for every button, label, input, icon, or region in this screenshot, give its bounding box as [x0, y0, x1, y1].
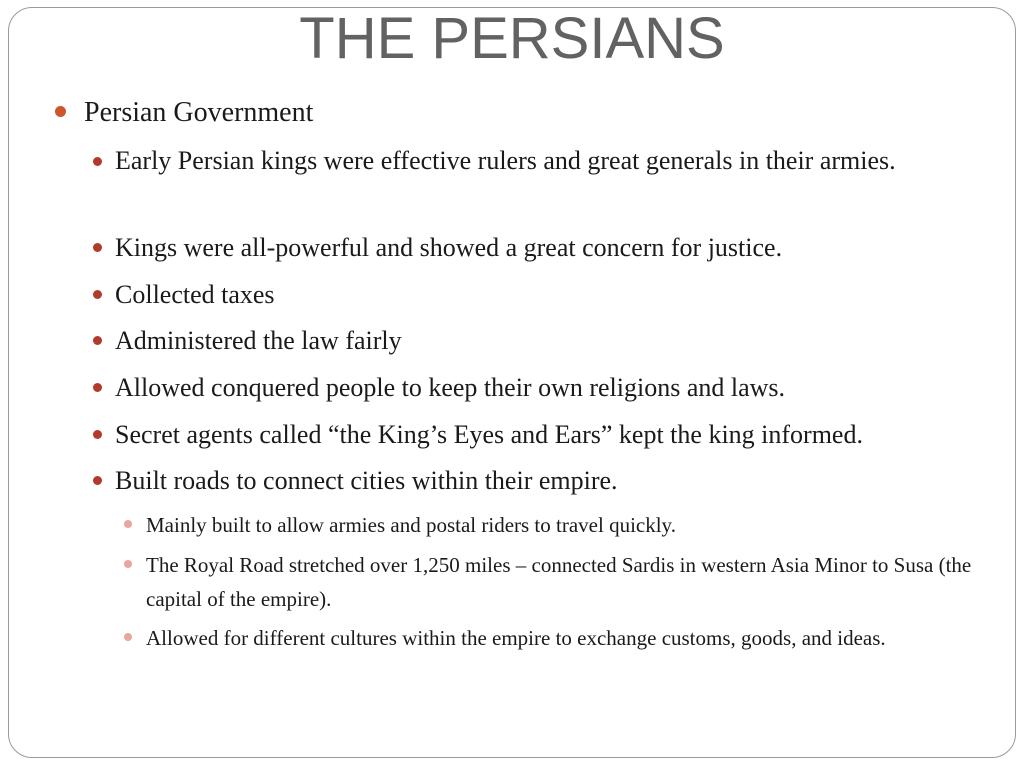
bullet-dot-icon — [93, 336, 102, 345]
bullet-point: Secret agents called “the King’s Eyes and Ears” kept the king informed. — [115, 420, 863, 449]
bullet-dot-icon — [93, 383, 102, 392]
bullet-point: Allowed conquered people to keep their own religions and laws. — [115, 373, 786, 402]
bullet-point: Built roads to connect cities within their empire. — [115, 466, 618, 495]
bullet-sub-point: The Royal Road stretched over 1,250 miles – connected Sardis in western Asia Minor to Susa (the capital of the empire). — [146, 553, 972, 611]
bullet-dot-icon — [124, 633, 132, 641]
bullet-point: Collected taxes — [115, 280, 275, 309]
bullet-sub-point: Mainly built to allow armies and postal riders to travel quickly. — [146, 513, 676, 537]
bullet-dot-icon — [124, 520, 132, 528]
bullet-level1-heading: Persian Government — [84, 97, 314, 128]
bullet-point: Kings were all-powerful and showed a great concern for justice. — [115, 233, 783, 262]
bullet-point: Administered the law fairly — [115, 326, 402, 355]
bullet-sub-point: Allowed for different cultures within the empire to exchange customs, goods, and ideas. — [146, 626, 886, 650]
bullet-dot-icon — [93, 243, 102, 252]
bullet-dot-icon — [93, 430, 102, 439]
slide-title: THE PERSIANS — [299, 6, 725, 71]
bullet-dot-icon — [55, 106, 66, 117]
bullet-point: Early Persian kings were effective rulers and great generals in their armies. — [115, 146, 896, 175]
bullet-dot-icon — [124, 560, 132, 568]
bullet-dot-icon — [93, 290, 102, 299]
bullet-dot-icon — [93, 157, 102, 166]
bullet-dot-icon — [93, 476, 102, 485]
